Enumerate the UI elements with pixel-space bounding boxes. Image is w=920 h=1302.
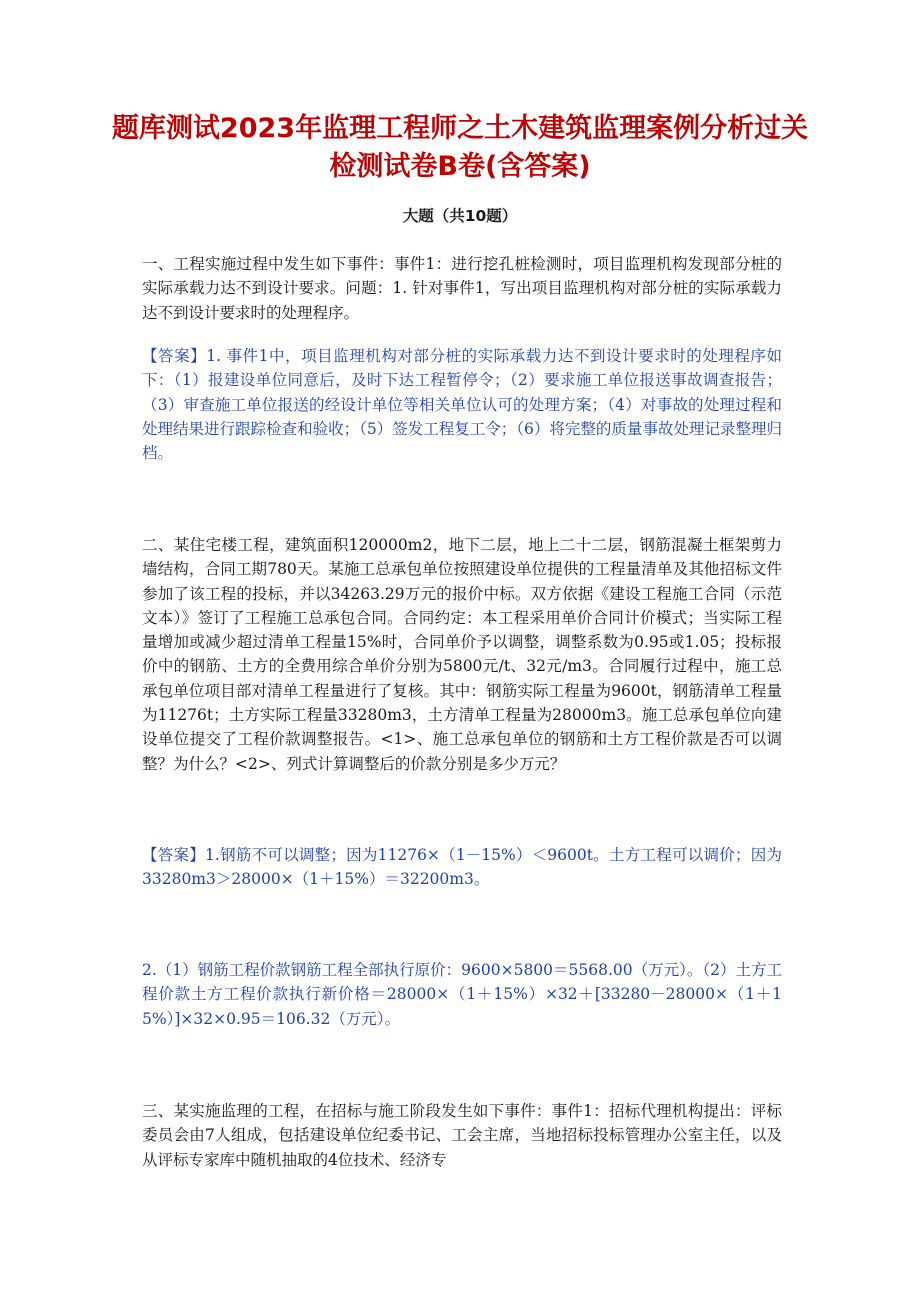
question-1-text: 一、工程实施过程中发生如下事件：事件1：进行挖孔桩检测时，项目监理机构发现部分桩的实际承载力达不到设计要求。问题：1. 针对事件1，写出项目监理机构对部分桩的实际承载力达不到设计要求时的处理程序。 [142,255,782,322]
section-heading: 大题（共10题） [402,207,518,225]
document-title: 题库测试2023年监理工程师之土木建筑监理案例分析过关检测试卷B卷(含答案) [111,113,809,182]
question-1-answer [142,344,782,465]
answer-text: 1. 事件1中，项目监理机构对部分桩的实际承载力达不到设计要求时的处理程序如下：（1）报建设单位同意后，及时下达工程暂停令；（2）要求施工单位报送事故调查报告；（3）审查施工单位报送的经设计单位等相关单位认可的处理方案；（4）对事故的处理过程和处理结果进行跟踪检查和验收；（5）签发工程复工令；（6）将完整的质量事故处理记录整理归档。 [142,347,782,463]
answer-tag: 【答案】 [142,347,207,365]
answer-text: 1.钢筋不可以调整；因为11276×（1－15%）＜9600t。土方工程可以调价；因为33280m3＞28000×（1＋15%）＝32200m3。 [142,846,782,889]
question-2-answer-continued: 2.（1）钢筋工程价款钢筋工程全部执行原价：9600×5800＝5568.00（万元）。（2）土方工程价款土方工程价款执行新价格＝28000×（1＋15%）×32＋[33280－28000×（1＋15%）]×32×0.95＝106.32（万元）。 [142,961,782,1028]
question-2-answer [142,843,782,892]
question-3-text: 三、某实施监理的工程，在招标与施工阶段发生如下事件：事件1：招标代理机构提出：评标委员会由7人组成，包括建设单位纪委书记、工会主席，当地招标投标管理办公室主任，以及从评标专家库中随机抽取的4位技术、经济专 [142,1102,782,1169]
question-2-text: 二、某住宅楼工程，建筑面积120000m2，地下二层，地上二十二层，钢筋混凝土框架剪力墙结构，合同工期780天。某施工总承包单位按照建设单位提供的工程量清单及其他招标文件参加了该工程的投标，并以34263.29万元的报价中标。双方依据《建设工程施工合同（示范文本）》签订了工程施工总承包合同。合同约定：本工程采用单价合同计价模式；当实际工程量增加或减少超过清单工程量15%时，合同单价予以调整，调整系数为0.95或1.05；投标报价中的钢筋、土方的全费用综合单价分别为5800元/t、32元/m3。合同履行过程中，施工总承包单位项目部对清单工程量进行了复核。其中：钢筋实际工程量为9600t，钢筋清单工程量为11276t；土方实际工程量33280m3，土方清单工程量为28000m3。施工总承包单位向建设单位提交了工程价款调整报告。<1>、施工总承包单位的钢筋和土方工程价款是否可以调整？为什么？<2>、列式计算调整后的价款分别是多少万元？ [142,536,782,773]
answer-tag: 【答案】 [142,846,206,864]
